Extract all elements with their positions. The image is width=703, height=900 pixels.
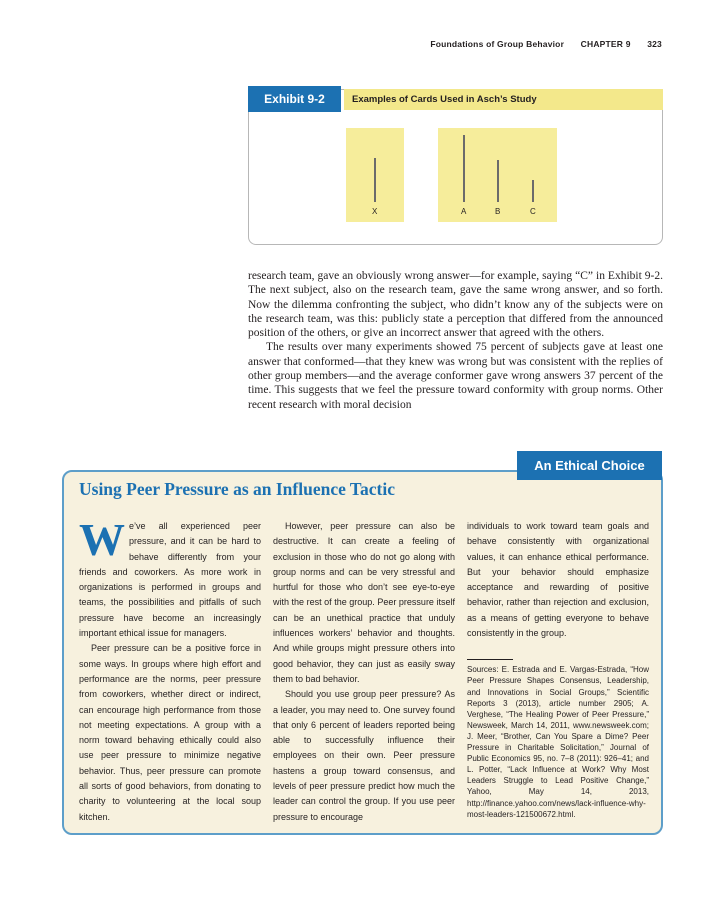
card-abc — [438, 128, 557, 222]
col2-paragraph-2: Should you use group peer pressure? As a leader, you may need to. One survey found that only 6 percent of leaders reported being able to successfully influence their employees on their own. Peer pressure hastens a group toward consensus, and levels of peer pressure predict how much the leader can control the group. If you use peer pressure to encourage — [273, 689, 455, 822]
letter-b: B — [495, 207, 501, 216]
running-head — [416, 39, 662, 49]
body-paragraph-1: research team, gave an obviously wrong answer—for example, saying “C” in Exhibit 9-2. The next subject, also on the research team, gave the same wrong answer, and so forth. Now the dilemma confronting the subject, who didn’t know any of the subjects were on the research team, was this: publicly state a perception that differed from the announced position of the others, or give an incorrect answer that agreed with the others. — [248, 270, 663, 340]
line-x — [374, 158, 376, 202]
body-paragraph-2: The results over many experiments showed 75 percent of subjects gave at least one answer that conformed—that they knew was wrong but was consistent with the replies of other group members—and the average conformer gave wrong answers 37 percent of the time. This suggests that we feel the pressure toward conformity with group norms. Other recent research with moral decision — [248, 341, 663, 411]
exhibit-label: Exhibit 9-2 — [248, 86, 341, 112]
card-x — [346, 128, 404, 222]
exhibit-title: Examples of Cards Used in Asch’s Study — [344, 89, 663, 110]
ethical-choice-column-3 — [467, 519, 649, 820]
letter-c: C — [530, 207, 536, 216]
ethical-choice-column-2 — [273, 519, 455, 825]
page-number: 323 — [647, 39, 662, 49]
col1-paragraph-2: Peer pressure can be a positive force in some ways. In groups where high effort and performance are the norms, peer pressure from coworkers, whether direct or indirect, can encourage high performance from those not meeting expectations. A group with a norm toward behaving ethically could also use peer pressure to minimize negative behavior. Thus, peer pressure can promote all sorts of good behaviors, from donating to charity to volunteering at the local soup kitchen. — [79, 643, 261, 822]
running-head-section: Foundations of Group Behavior — [430, 39, 565, 49]
line-a — [463, 135, 465, 202]
col3-paragraph-1: individuals to work toward team goals and behave consistently with organizational values, it can enhance ethical performance. But your behavior should emphasize acceptance and rewarding of positive behavior, rather than rejection and exclusion, as a means of getting everyone to behave consistently in the group. — [467, 521, 649, 639]
sources-text: Sources: E. Estrada and E. Vargas-Estrada, “How Peer Pressure Shapes Consensus, Leadership, and Innovations in Social Groups,” Scientific Reports 3 (2013), article number 2905; A. Verghese, “The Healing Power of Peer Pressure,” Newsweek, March 14, 2011, www.newsweek.com; J. Meer, “Brother, Can You Spare a Dime? Peer Pressure in Charitable Solicitation,” Journal of Public Economics 95, no. 7–8 (2011): 926–41; and L. Potter, “Lack Influence at Work? Why Most Leaders Struggle to Lead Positive Change,” Yahoo, May 14, 2013, http://finance.yahoo.com/news/lack-influence-why-most-leaders-121500672.html. — [467, 665, 649, 819]
letter-a: A — [461, 207, 467, 216]
drop-cap: W — [79, 514, 125, 565]
body-text — [248, 269, 663, 412]
ethical-choice-column-1 — [79, 514, 261, 825]
running-head-chapter: CHAPTER 9 — [580, 39, 631, 49]
ethical-choice-tab: An Ethical Choice — [517, 451, 662, 480]
line-c — [532, 180, 534, 202]
col2-paragraph-1: However, peer pressure can also be destructive. It can create a feeling of exclusion in those who do not go along with group norms and can be very stressful and hurtful for those who don’t see eye-to-eye with the rest of the group. Peer pressure itself can be an unethical practice that unduly influences workers’ behavior and thoughts. And while groups might pressure others into good behavior, they can just as easily sway them to bad behavior. — [273, 521, 455, 684]
line-b — [497, 160, 499, 202]
ethical-choice-title: Using Peer Pressure as an Influence Tactic — [79, 479, 395, 499]
letter-x: X — [372, 207, 378, 216]
sources-rule — [467, 659, 513, 660]
col1-paragraph-1: e’ve all experienced peer pressure, and it can be hard to behave differently from your friends and coworkers. As more work in organizations is performed in groups and teams, the possibilities and pitfalls of such pressure have become an increasingly important ethical issue for managers. — [79, 521, 261, 639]
